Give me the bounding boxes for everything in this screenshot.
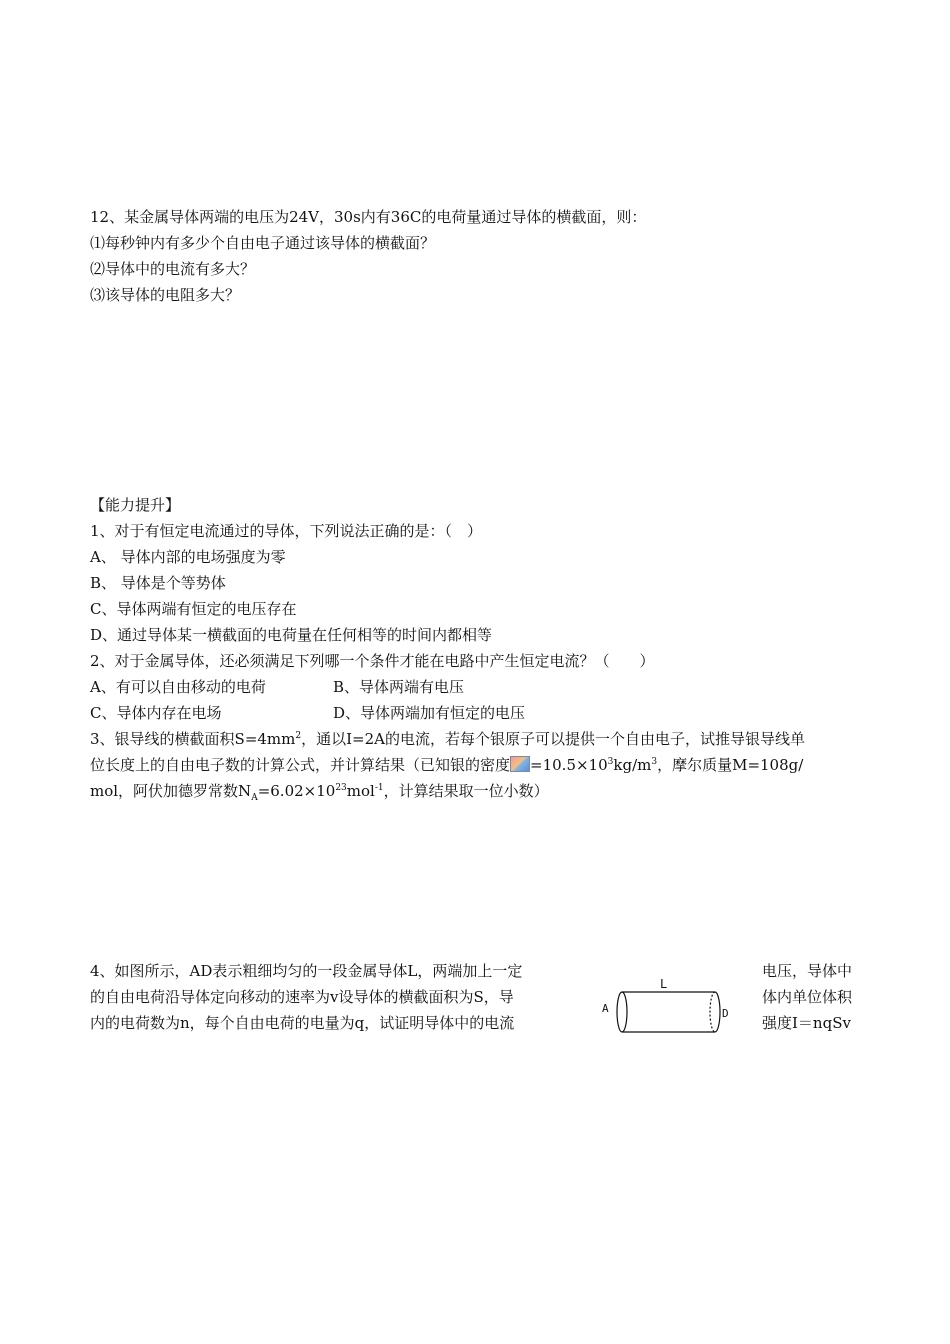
q1-stem: 1、对于有恒定电流通过的导体，下列说法正确的是：（ ） bbox=[90, 522, 483, 540]
q2-option-c: C、导体内存在电场 bbox=[90, 704, 222, 722]
q12-part1: ⑴每秒钟内有多少个自由电子通过该导体的横截面？ bbox=[90, 234, 436, 252]
q1-option-a: A、 导体内部的电场强度为零 bbox=[90, 548, 286, 566]
q2-option-b: B、导体两端有电压 bbox=[333, 678, 465, 696]
q4-left-line1: 4、如图所示，AD表示粗细均匀的一段金属导体L，两端加上一定 bbox=[90, 962, 523, 980]
density-symbol-image bbox=[510, 756, 530, 772]
q4-right-line2: 体内单位体积 bbox=[762, 988, 853, 1006]
q3-line3-d: ，计算结果取一位小数） bbox=[383, 782, 549, 800]
q12-part2: ⑵导体中的电流有多大？ bbox=[90, 260, 256, 278]
q3-line2-sup1: 3 bbox=[607, 757, 614, 767]
figure-label-a: A bbox=[602, 1002, 609, 1015]
q3-line2-c: kg/m bbox=[613, 756, 652, 774]
q1-option-d: D、通过导体某一横截面的电荷量在任何相等的时间内都相等 bbox=[90, 626, 493, 644]
q4-left-line2: 的自由电荷沿导体定向移动的速率为v设导体的横截面积为S，导 bbox=[90, 988, 514, 1006]
q3-line2-d: ，摩尔质量M=108g/ bbox=[657, 756, 804, 774]
q4-right-line3: 强度I＝nqSv bbox=[762, 1014, 851, 1032]
q12-stem: 12、某金属导体两端的电压为24V，30s内有36C的电荷量通过导体的横截面，则： bbox=[90, 208, 647, 226]
q3-line3-a: mol，阿伏加德罗常数N bbox=[90, 782, 252, 800]
q3-line2 bbox=[90, 755, 803, 775]
q2-option-d: D、导体两端加有恒定的电压 bbox=[333, 704, 526, 722]
conductor-figure bbox=[598, 972, 748, 1040]
q3-line3-c: mol bbox=[346, 782, 375, 800]
q3-line3-b: =6.02×10 bbox=[257, 782, 336, 800]
conductor-left-end bbox=[617, 992, 627, 1032]
q3-line3-sup2: -1 bbox=[374, 783, 384, 793]
section-title: 【能力提升】 bbox=[90, 496, 181, 514]
figure-label-l: L bbox=[660, 977, 668, 991]
q1-option-c: C、导体两端有恒定的电压存在 bbox=[90, 600, 297, 618]
q3-line2-sup2: 3 bbox=[651, 757, 658, 767]
q3-line3 bbox=[90, 781, 549, 801]
conductor-right-end-back bbox=[710, 992, 715, 1032]
q3-line1-b: ，通以I=2A的电流，若每个银原子可以提供一个自由电子，试推导银导线单 bbox=[301, 730, 805, 748]
q1-option-b: B、 导体是个等势体 bbox=[90, 574, 226, 592]
conductor-right-end-front bbox=[715, 992, 720, 1032]
figure-label-d: D bbox=[722, 1007, 729, 1020]
q2-stem: 2、对于金属导体，还必须满足下列哪一个条件才能在电路中产生恒定电流？（ ） bbox=[90, 652, 655, 670]
q3-line3-sup: 23 bbox=[335, 783, 347, 793]
q3-line2-a: 位长度上的自由电子数的计算公式，并计算结果（已知银的密度 bbox=[90, 756, 511, 774]
q3-line1-a: 3、银导线的横截面积S=4mm bbox=[90, 730, 296, 748]
q2-option-a: A、有可以自由移动的电荷 bbox=[90, 678, 266, 696]
q4-right-line1: 电压，导体中 bbox=[762, 962, 853, 980]
q3-line2-b: =10.5×10 bbox=[530, 756, 608, 774]
q4-left-line3: 内的电荷数为n，每个自由电荷的电量为q，试证明导体中的电流 bbox=[90, 1014, 515, 1032]
q3-line3-sub: A bbox=[251, 793, 258, 803]
q3-line1 bbox=[90, 729, 805, 749]
q3-line1-sup: 2 bbox=[295, 731, 302, 741]
q12-part3: ⑶该导体的电阻多大？ bbox=[90, 286, 241, 304]
